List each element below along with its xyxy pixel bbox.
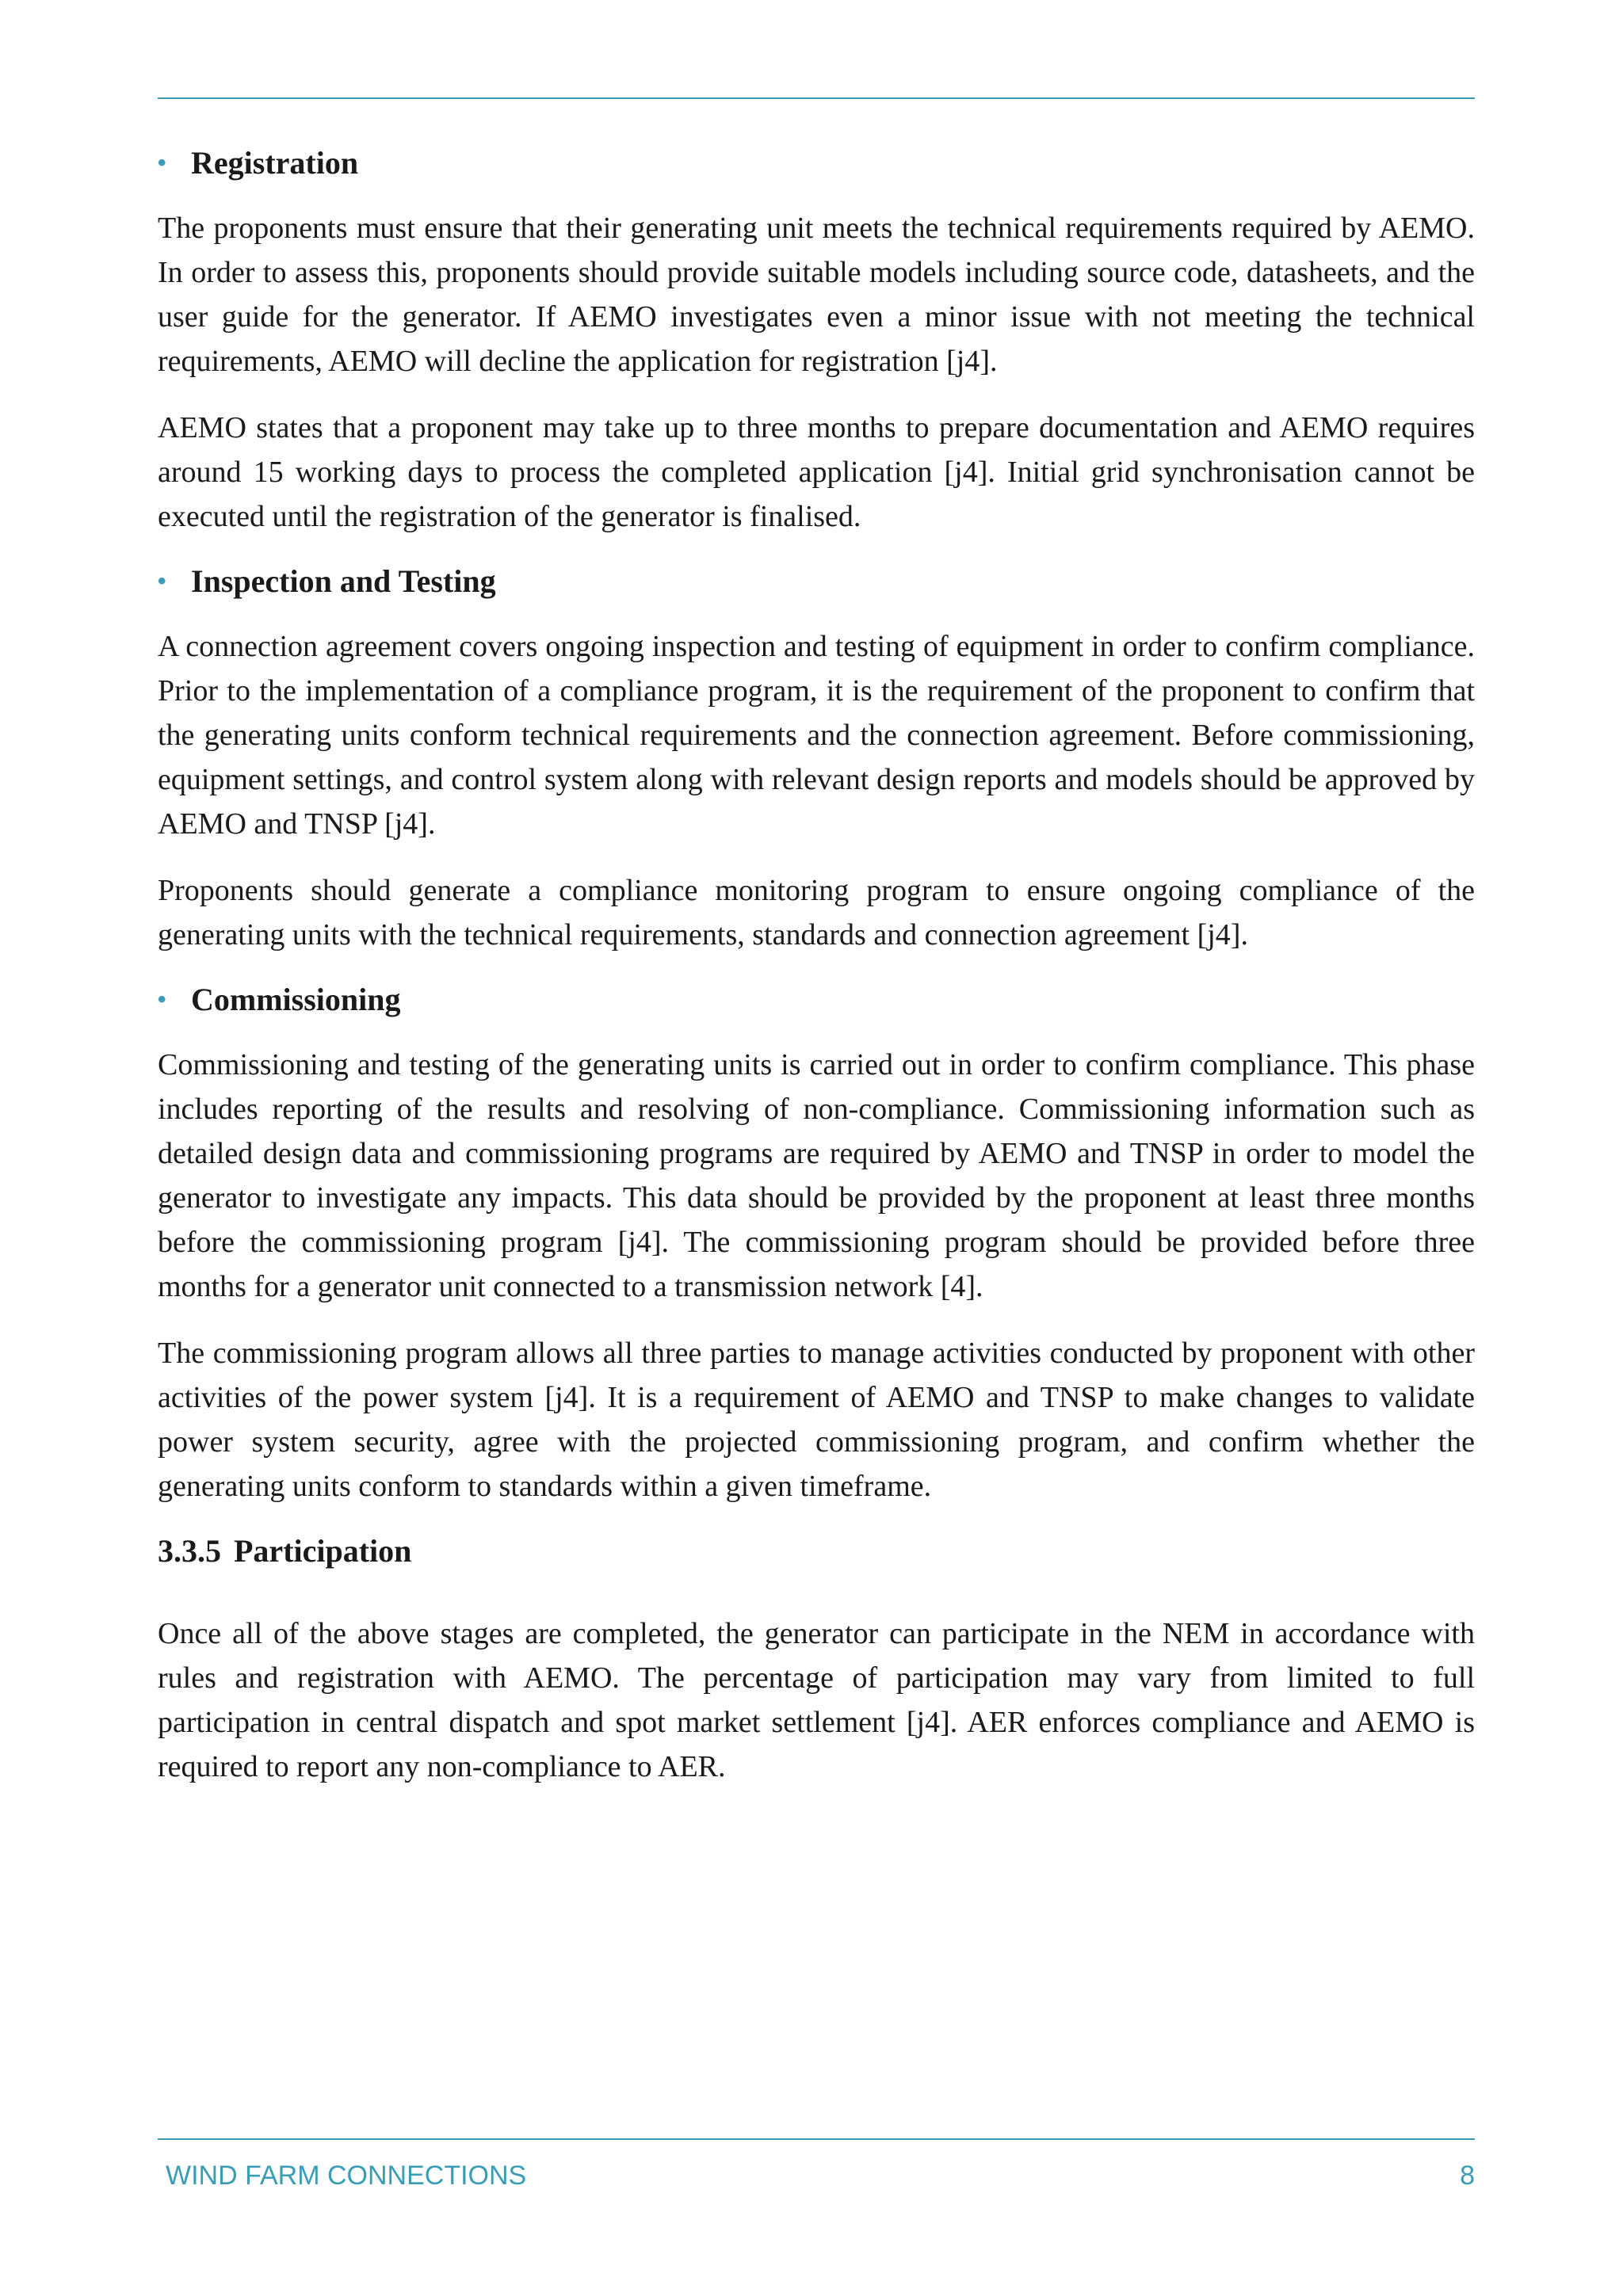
paragraph: The commissioning program allows all three parties to manage activities conducted by proponent with other activities of the power system [j4]. It is a requirement of AEMO and TNSP to make changes to validate power system security, agree with the projected commissioning program, and confirm whether the generating units conform to standards within a given timeframe. <box>158 1337 1475 1503</box>
heading-text: Registration <box>191 145 359 181</box>
section-heading-inspection <box>158 561 1475 602</box>
bullet-dot-icon: • <box>158 568 166 594</box>
section-heading-registration <box>158 143 1475 184</box>
paragraph: Once all of the above stages are completed, the generator can participate in the NEM in accordance with rules and registration with AEMO. The percentage of participation may vary from limited to full participation in central dispatch and spot market settlement [j4]. AER enforces compliance and AEMO is required to report any non-compliance to AER. <box>158 1617 1475 1783</box>
paragraph: Proponents should generate a compliance monitoring program to ensure ongoing compliance of the generating units with the technical requirements, standards and connection agreement [j4]. <box>158 874 1475 952</box>
header-rule <box>158 97 1475 99</box>
paragraph: The proponents must ensure that their generating unit meets the technical requirements required by AEMO. In order to assess this, proponents should provide suitable models including source code, datasheets, and the user guide for the generator. If AEMO investigates even a minor issue with not meeting the technical requirements, AEMO will decline the application for registration [j4]. <box>158 212 1475 378</box>
heading-text: Participation <box>234 1533 412 1569</box>
section-number: 3.3.5 <box>158 1533 221 1569</box>
footer-rule <box>158 2138 1475 2140</box>
paragraph: Commissioning and testing of the generating units is carried out in order to confirm compliance. This phase includes reporting of the results and resolving of non-compliance. Commissioning information such as detailed design data and commissioning programs are required by AEMO and TNSP in order to model the generator to investigate any impacts. This data should be provided by the proponent at least three months before the commissioning program [j4]. The commissioning program should be provided before three months for a generator unit connected to a transmission network [4]. <box>158 1048 1475 1303</box>
section-heading-participation <box>158 1531 1475 1572</box>
page-body <box>158 143 1475 1811</box>
paragraph: A connection agreement covers ongoing inspection and testing of equipment in order to confirm compliance. Prior to the implementation of a compliance program, it is the requirement of the proponent to confirm that the generating units conform technical requirements and the connection agreement. Before commissioning, equipment settings, and control system along with relevant design reports and models should be approved by AEMO and TNSP [j4]. <box>158 630 1475 841</box>
page-number: 8 <box>1460 2161 1475 2191</box>
paragraph: AEMO states that a proponent may take up to three months to prepare documentation and AEMO requires around 15 working days to process the completed application [j4]. Initial grid synchronisation cannot be executed until the registration of the generator is finalised. <box>158 411 1475 533</box>
bullet-dot-icon: • <box>158 986 166 1013</box>
bullet-dot-icon: • <box>158 150 166 176</box>
section-heading-commissioning <box>158 979 1475 1020</box>
footer-title: WIND FARM CONNECTIONS <box>166 2161 527 2191</box>
heading-text: Commissioning <box>191 982 401 1017</box>
heading-text: Inspection and Testing <box>191 563 496 599</box>
